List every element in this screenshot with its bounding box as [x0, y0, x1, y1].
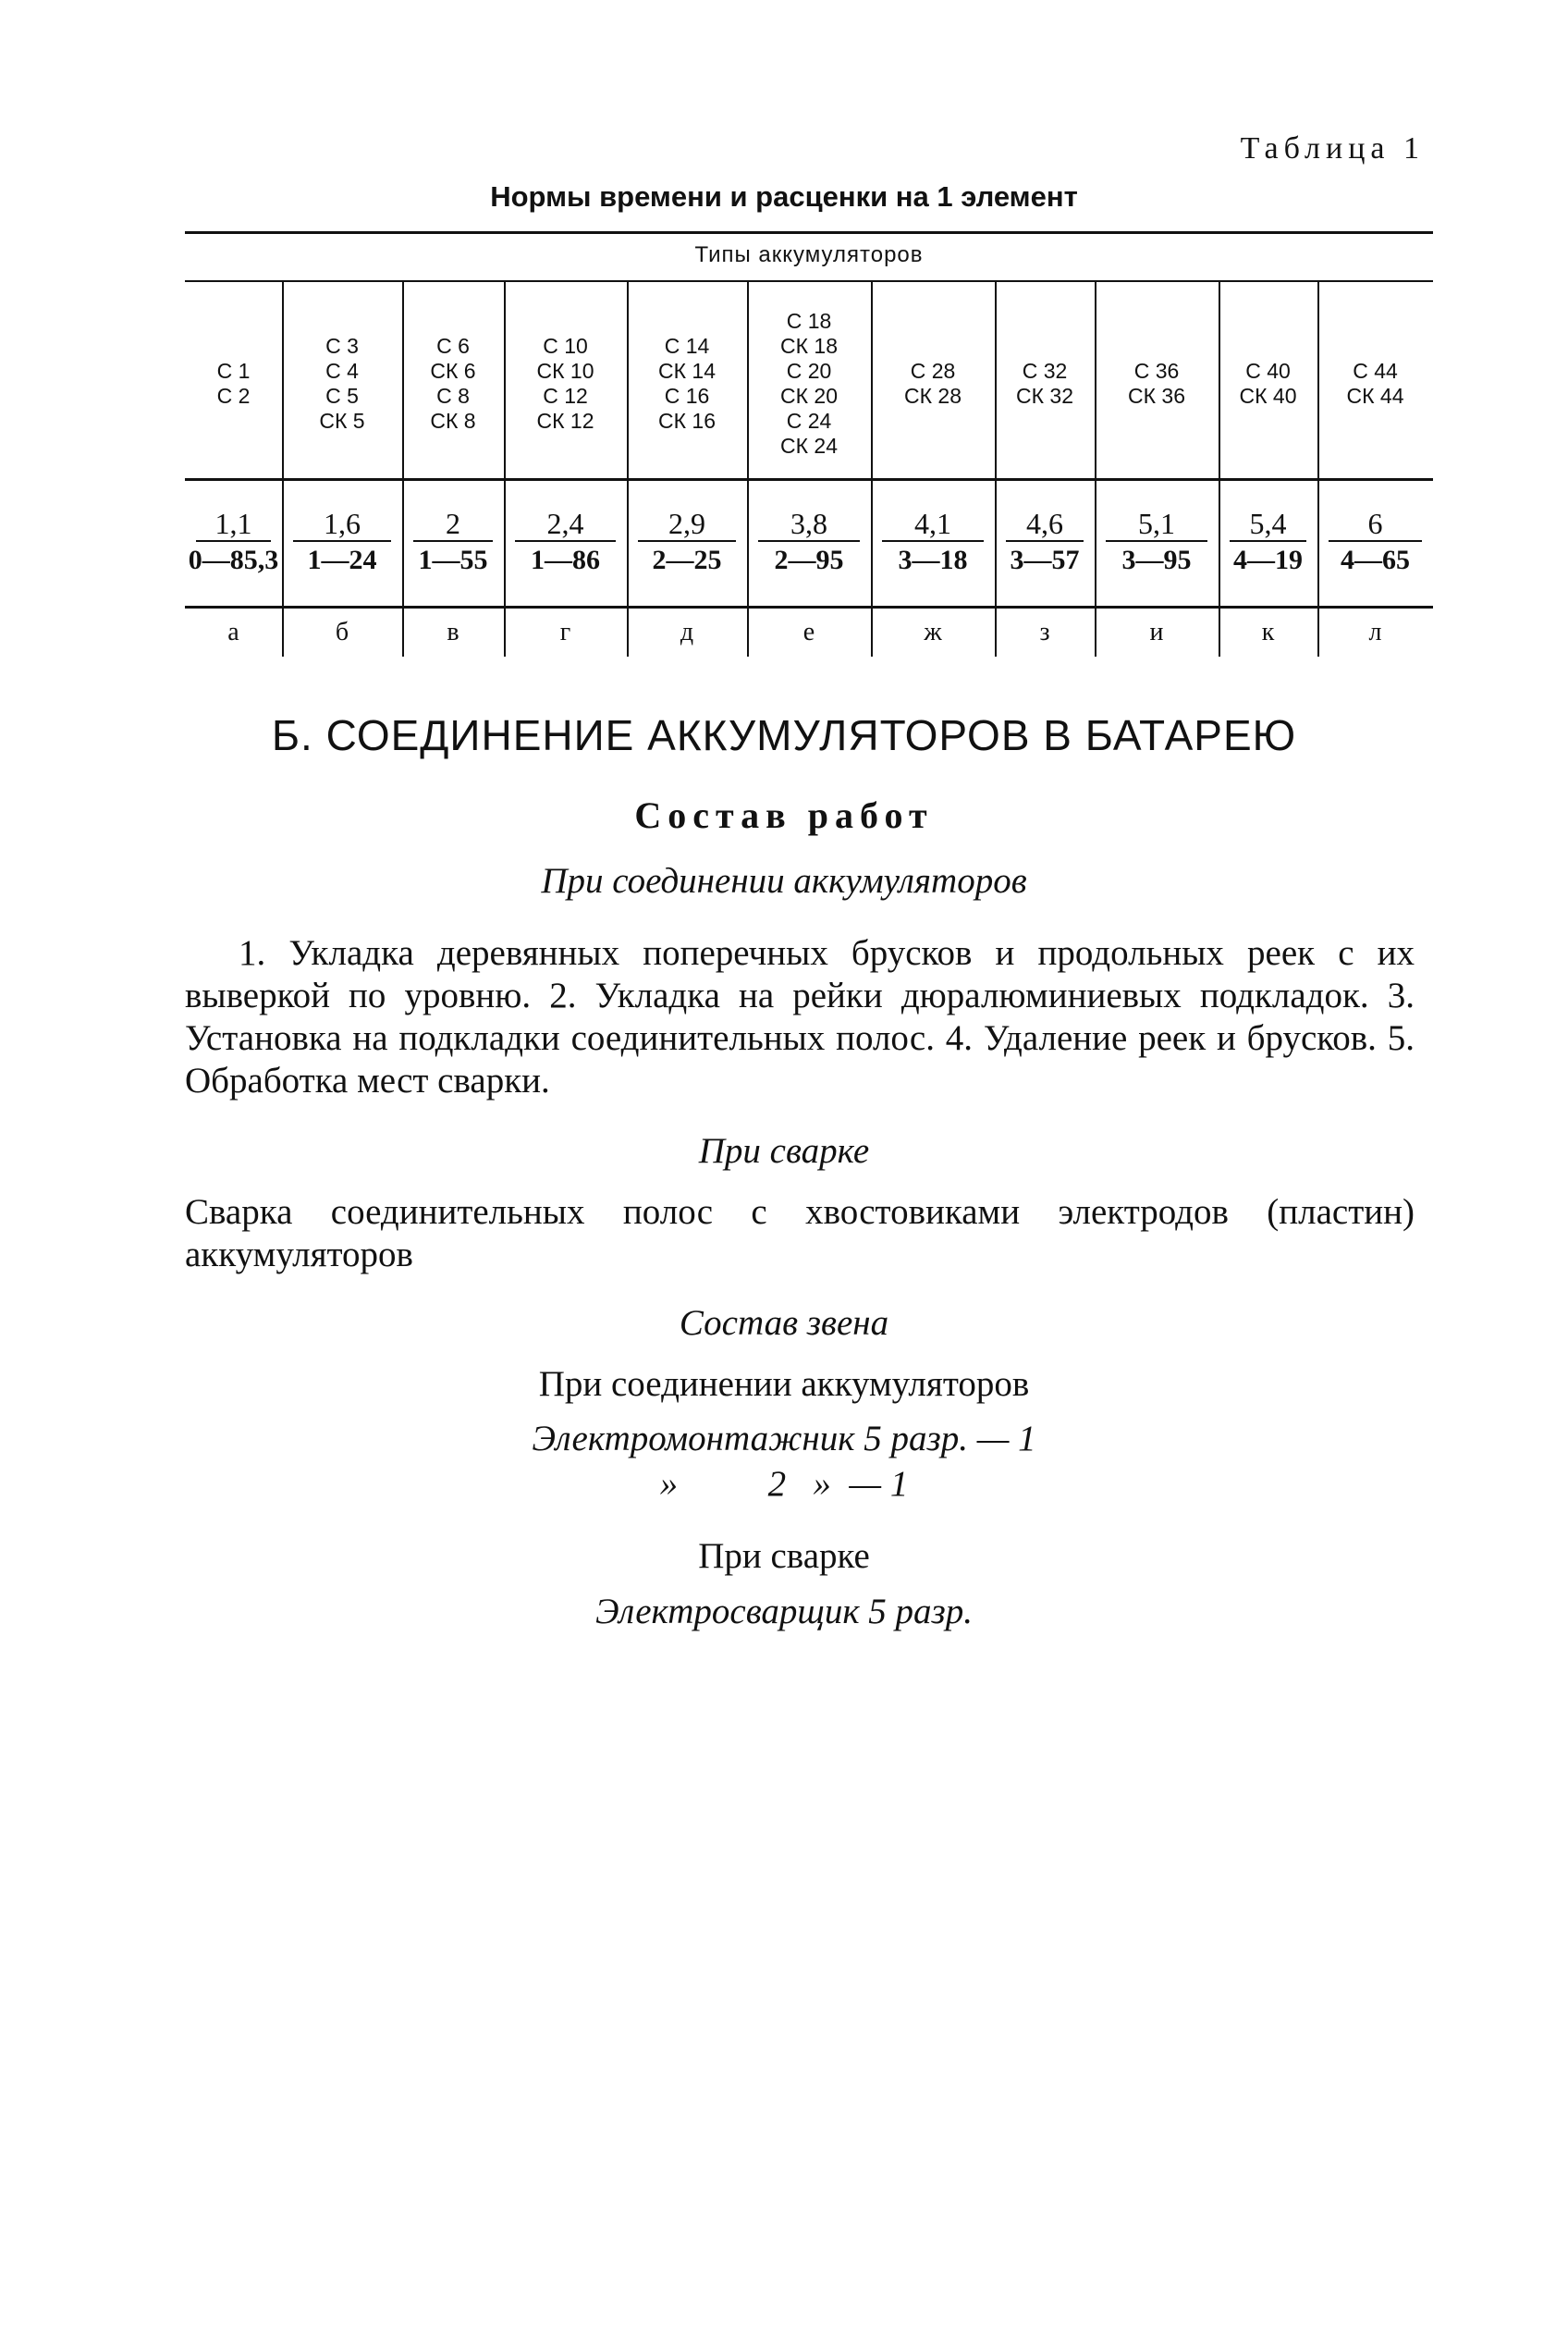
section-title: Б. СОЕДИНЕНИЕ АККУМУЛЯТОРОВ В БАТАРЕЮ [271, 711, 1297, 759]
norm-rate-cell [1095, 507, 1219, 577]
table-title: Нормы времени и расценки на 1 элемент [490, 180, 1078, 213]
subheading-welding: При сварке [698, 1131, 870, 1171]
battery-types-cell: С 3 С 4 С 5 СК 5 [319, 334, 365, 433]
battery-types-cell: С 10 СК 10 С 12 СК 12 [536, 334, 594, 433]
rate-value: 0—85,3 [188, 545, 279, 575]
types-caption: Типы аккумуляторов [694, 242, 924, 267]
joining-steps-text: 1. Укладка деревянных поперечных брусков и продольных реек с их выверкой по уровню. 2. Укладка на рейки дюралюминиевых подкладок. 3. Установка на подкладки соединительных полос. 4. Удаление реек и брусков. 5. Обработка мест сварки. [185, 933, 1415, 1101]
battery-types-cell: С 36 СК 36 [1128, 359, 1185, 408]
welding-paragraph [185, 1191, 1415, 1276]
column-letter: ж [924, 618, 942, 646]
battery-types-cell: С 18 СК 18 С 20 СК 20 С 24 СК 24 [780, 309, 838, 458]
time-norm: 2,4 [515, 507, 616, 542]
time-norm: 2,9 [638, 507, 736, 542]
joining-steps-paragraph [185, 932, 1415, 1102]
crew-welding-label: При сварке [698, 1536, 870, 1576]
battery-types-cell: С 14 СК 14 С 16 СК 16 [658, 334, 716, 433]
rate-value: 2—95 [774, 545, 844, 575]
rate-value: 4—19 [1233, 545, 1303, 575]
types-caption-rule [185, 280, 1433, 282]
column-letter: б [335, 618, 349, 646]
column-letter: а [227, 618, 239, 646]
rate-value: 2—25 [652, 545, 722, 575]
time-norm: 1,1 [196, 507, 271, 542]
time-norm: 5,1 [1106, 507, 1207, 542]
crew-electrician-5: Электромонтажник 5 разр. — 1 [532, 1419, 1036, 1458]
norm-rate-cell [627, 507, 747, 577]
table-number: Таблица 1 [1240, 131, 1425, 166]
norm-rate-cell [402, 507, 504, 577]
crew-joining-label: При соединении аккумуляторов [538, 1364, 1030, 1404]
battery-types-cell: С 28 СК 28 [904, 359, 962, 408]
column-letter: е [802, 618, 815, 646]
norm-rate-cell [504, 507, 627, 577]
crew-electrician-2: » 2 » — 1 [659, 1464, 909, 1504]
time-norm: 3,8 [758, 507, 860, 542]
column-letter: к [1261, 618, 1275, 646]
battery-types-cell: С 44 СК 44 [1346, 359, 1404, 408]
values-bottom-rule [185, 606, 1433, 609]
column-letter: д [680, 618, 694, 646]
rate-value: 4—65 [1341, 545, 1410, 575]
column-letter: в [447, 618, 459, 646]
table-top-rule [185, 231, 1433, 234]
rate-value: 1—86 [531, 545, 600, 575]
time-norm: 2 [413, 507, 493, 542]
battery-types-cell: С 40 СК 40 [1239, 359, 1297, 408]
battery-types-cell: С 1 С 2 [216, 359, 251, 408]
norm-rate-cell [871, 507, 995, 577]
rate-value: 3—95 [1121, 545, 1192, 575]
subheading-joining: При соединении аккумуляторов [541, 861, 1027, 901]
time-norm: 4,1 [882, 507, 984, 542]
time-norm: 6 [1329, 507, 1422, 542]
rate-value: 3—57 [1010, 545, 1080, 575]
welding-text: Сварка соединительных полос с хвостовиками электродов (пластин) аккумуляторов [185, 1192, 1415, 1274]
norm-rate-cell [282, 507, 402, 577]
rate-value: 3—18 [898, 545, 968, 575]
norm-rate-cell [747, 507, 871, 577]
work-composition-heading: Состав работ [634, 794, 934, 836]
crew-welder-5: Электросварщик 5 разр. [594, 1592, 974, 1631]
battery-types-cell: С 6 СК 6 С 8 СК 8 [430, 334, 476, 433]
rate-value: 1—55 [418, 545, 488, 575]
norm-rate-cell [1219, 507, 1317, 577]
crew-heading: Состав звена [679, 1303, 889, 1343]
column-letter: г [559, 618, 571, 646]
battery-types-cell: С 32 СК 32 [1016, 359, 1073, 408]
column-letter: з [1039, 618, 1050, 646]
time-norm: 1,6 [293, 507, 391, 542]
column-letter: и [1149, 618, 1164, 646]
norm-rate-cell [995, 507, 1095, 577]
norm-rate-cell [185, 507, 282, 577]
column-letter: л [1368, 618, 1382, 646]
time-norm: 4,6 [1006, 507, 1084, 542]
time-norm: 5,4 [1230, 507, 1306, 542]
rate-value: 1—24 [307, 545, 377, 575]
norm-rate-cell [1317, 507, 1433, 577]
